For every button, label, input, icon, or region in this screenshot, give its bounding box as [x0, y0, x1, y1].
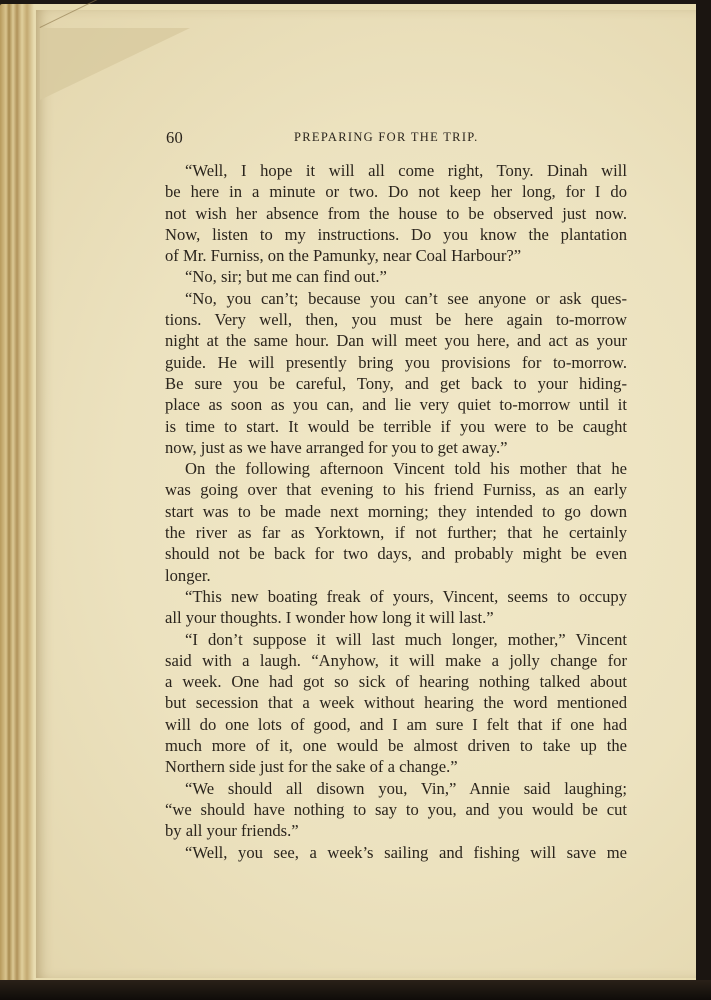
text-line: “Well, you see, a week’s sailing and fishing will save me [185, 842, 627, 862]
text-line: “No, sir; but me can find out.” [185, 267, 387, 287]
text-line: On the following afternoon Vincent told his mother that he [185, 459, 627, 479]
page-header [166, 128, 628, 150]
text-line: Now, listen to my instructions. Do you know the plantation [165, 224, 627, 244]
text-line: the river as far as Yorktown, if not further; that he certainly [165, 523, 627, 543]
text-line: tions. Very well, then, you must be here again to-morrow [165, 310, 627, 330]
scan-bottom-border [0, 980, 711, 1000]
text-line: start was to be made next morning; they intended to go down [165, 501, 627, 521]
text-line: should not be back for two days, and probably might be even [165, 544, 627, 564]
text-line: Northern side just for the sake of a change.” [165, 757, 458, 777]
page-number: 60 [166, 128, 184, 147]
text-line: of Mr. Furniss, on the Pamunky, near Coal Harbour?” [165, 246, 522, 266]
text-line: was going over that evening to his friend Furniss, as an early [165, 480, 627, 500]
text-line: but secession that a week without hearing the word mentioned [165, 693, 627, 713]
text-line: Be sure you be careful, Tony, and get back to your hiding- [165, 373, 627, 393]
text-line: all your thoughts. I wonder how long it will last.” [165, 608, 494, 628]
text-line: place as soon as you can, and lie very quiet to-morrow until it [165, 395, 627, 415]
text-line: be here in a minute or two. Do not keep her long, for I do [165, 182, 627, 202]
text-line: longer. [165, 565, 211, 585]
text-line: will do one lots of good, and I am sure I felt that if one had [165, 714, 627, 734]
text-line: by all your friends.” [165, 821, 299, 841]
text-line: night at the same hour. Dan will meet you here, and act as your [165, 331, 627, 351]
text-line: “Well, I hope it will all come right, Tony. Dinah will [185, 161, 627, 180]
text-line: not wish her absence from the house to be observed just now. [165, 203, 627, 223]
text-line: a week. One had got so sick of hearing nothing talked about [165, 672, 627, 692]
text-line: “I don’t suppose it will last much longer, mother,” Vincent [185, 629, 627, 649]
text-line: “We should all disown you, Vin,” Annie said laughing; [185, 778, 627, 798]
text-line: “we should have nothing to say to you, and you would be cut [165, 799, 627, 819]
text-line: now, just as we have arranged for you to get away.” [165, 437, 508, 457]
running-head: PREPARING FOR THE TRIP. [294, 130, 479, 144]
text-line: “This new boating freak of yours, Vincent, seems to occupy [185, 586, 627, 606]
scan-right-border [696, 0, 711, 1000]
text-line: said with a laugh. “Anyhow, it will make a jolly change for [165, 650, 627, 670]
text-line: “No, you can’t; because you can’t see anyone or ask ques- [185, 288, 627, 308]
text-line: much more of it, one would be almost driven to take up the [165, 736, 627, 756]
body-text [165, 160, 627, 863]
text-line: guide. He will presently bring you provisions for to-morrow. [165, 352, 627, 372]
text-line: is time to start. It would be terrible if you were to be caught [165, 416, 627, 436]
folded-corner [40, 28, 190, 100]
